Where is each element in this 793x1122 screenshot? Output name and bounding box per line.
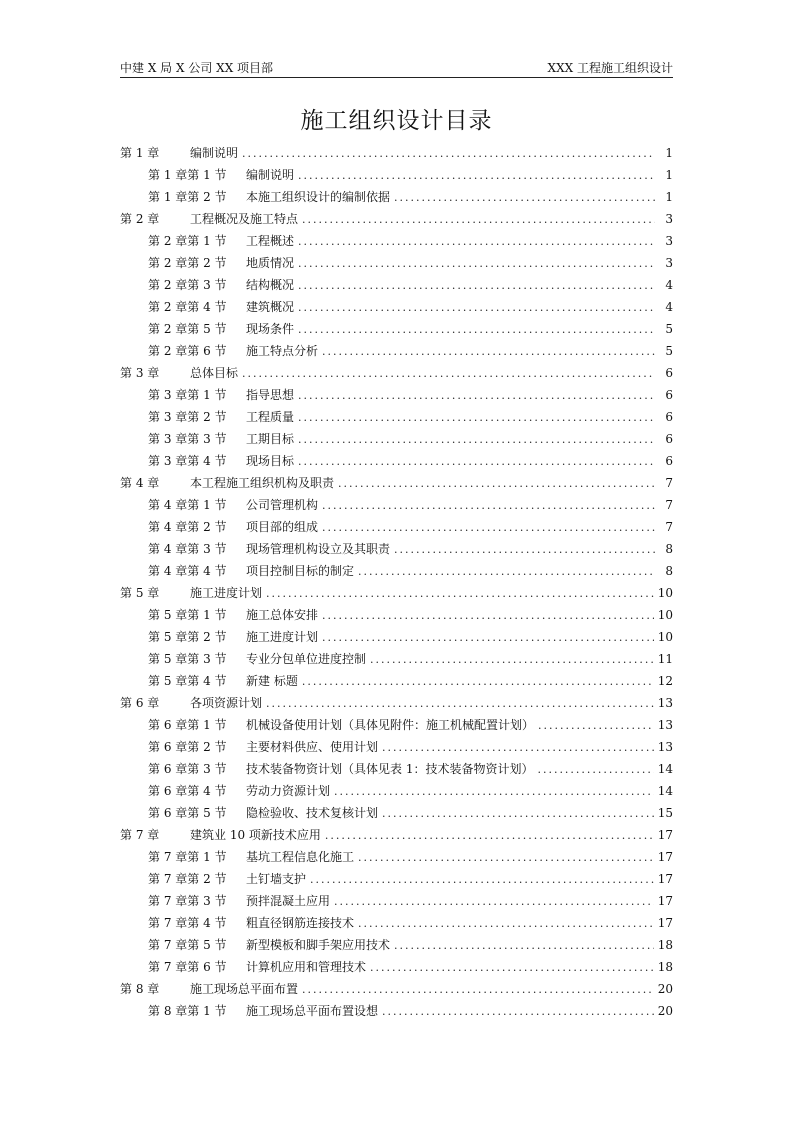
toc-dot-leader <box>382 803 654 825</box>
table-of-contents <box>120 142 673 1022</box>
toc-entry-number: 第 2 章第 2 节 <box>148 256 227 270</box>
toc-page-number: 1 <box>665 168 673 182</box>
toc-entry-title: 编制说明 <box>190 146 239 160</box>
toc-page-number: 1 <box>665 146 673 160</box>
toc-section-entry[interactable] <box>120 758 673 780</box>
toc-entry-title: 建筑概况 <box>246 300 295 314</box>
toc-entry-title: 新建 标题 <box>246 674 298 688</box>
toc-dot-leader <box>302 671 654 693</box>
toc-entry-number: 第 8 章 <box>120 982 160 996</box>
toc-page-number: 20 <box>657 982 673 996</box>
toc-dot-leader <box>242 143 655 165</box>
toc-dot-leader <box>338 473 655 495</box>
toc-section-entry[interactable] <box>120 890 673 912</box>
toc-page-number: 3 <box>665 234 673 248</box>
toc-entry-title: 技术装备物资计划（具体见表 1：技术装备物资计划） <box>246 762 534 776</box>
toc-entry-title: 施工现场总平面布置设想 <box>246 1004 379 1018</box>
toc-page-number: 11 <box>657 652 673 666</box>
toc-section-entry[interactable] <box>120 626 673 648</box>
toc-section-entry[interactable] <box>120 406 673 428</box>
toc-entry-title: 计算机应用和管理技术 <box>246 960 367 974</box>
toc-page-number: 8 <box>665 542 673 556</box>
toc-dot-leader <box>310 869 654 891</box>
toc-dot-leader <box>370 957 654 979</box>
toc-entry-number: 第 7 章第 2 节 <box>148 872 227 886</box>
toc-entry-title: 建筑业 10 项新技术应用 <box>190 828 321 842</box>
toc-page-number: 14 <box>657 784 673 798</box>
toc-dot-leader <box>242 363 655 385</box>
toc-entry-title: 施工进度计划 <box>190 586 263 600</box>
toc-dot-leader <box>302 979 654 1001</box>
toc-entry-number: 第 3 章第 4 节 <box>148 454 227 468</box>
toc-chapter-entry[interactable] <box>120 472 673 494</box>
toc-dot-leader <box>325 825 654 847</box>
toc-entry-number: 第 5 章第 4 节 <box>148 674 227 688</box>
toc-entry-number: 第 2 章第 4 节 <box>148 300 227 314</box>
toc-dot-leader <box>537 759 653 781</box>
toc-section-entry[interactable] <box>120 604 673 626</box>
toc-page-number: 3 <box>665 212 673 226</box>
toc-page-number: 6 <box>665 410 673 424</box>
toc-entry-number: 第 4 章 <box>120 476 160 490</box>
toc-entry-number: 第 7 章第 4 节 <box>148 916 227 930</box>
toc-chapter-entry[interactable] <box>120 142 673 164</box>
toc-section-entry[interactable] <box>120 384 673 406</box>
toc-entry-title: 工程概况及施工特点 <box>190 212 299 226</box>
toc-page-number: 17 <box>657 872 673 886</box>
toc-dot-leader <box>298 319 655 341</box>
toc-entry-title: 项目部的组成 <box>246 520 319 534</box>
toc-entry-number: 第 5 章第 2 节 <box>148 630 227 644</box>
toc-page-number: 13 <box>657 718 673 732</box>
toc-chapter-entry[interactable] <box>120 208 673 230</box>
page-title: 施工组织设计目录 <box>300 108 493 134</box>
toc-entry-title: 本施工组织设计的编制依据 <box>246 190 391 204</box>
toc-dot-leader <box>322 517 655 539</box>
toc-entry-title: 各项资源计划 <box>190 696 263 710</box>
toc-entry-title: 工程概述 <box>246 234 295 248</box>
toc-page-number: 4 <box>665 278 673 292</box>
toc-section-entry[interactable] <box>120 714 673 736</box>
toc-entry-number: 第 6 章第 4 节 <box>148 784 227 798</box>
toc-entry-number: 第 4 章第 3 节 <box>148 542 227 556</box>
toc-section-entry[interactable] <box>120 736 673 758</box>
toc-chapter-entry[interactable] <box>120 978 673 1000</box>
toc-section-entry[interactable] <box>120 670 673 692</box>
toc-entry-title: 劳动力资源计划 <box>246 784 331 798</box>
header-left-text: 中建 X 局 X 公司 XX 项目部 <box>120 61 274 75</box>
toc-page-number: 6 <box>665 432 673 446</box>
toc-entry-number: 第 2 章第 6 节 <box>148 344 227 358</box>
toc-page-number: 6 <box>665 388 673 402</box>
toc-section-entry[interactable] <box>120 428 673 450</box>
toc-section-entry[interactable] <box>120 780 673 802</box>
toc-entry-number: 第 7 章 <box>120 828 160 842</box>
toc-dot-leader <box>334 891 654 913</box>
toc-dot-leader <box>358 847 654 869</box>
toc-entry-number: 第 6 章第 5 节 <box>148 806 227 820</box>
toc-chapter-entry[interactable] <box>120 824 673 846</box>
toc-section-entry[interactable] <box>120 912 673 934</box>
toc-dot-leader <box>298 165 655 187</box>
header-right-text: XXX 工程施工组织设计 <box>547 61 673 75</box>
toc-page-number: 3 <box>665 256 673 270</box>
toc-page-number: 6 <box>665 454 673 468</box>
toc-dot-leader <box>298 407 655 429</box>
toc-entry-number: 第 7 章第 1 节 <box>148 850 227 864</box>
toc-page-number: 13 <box>657 740 673 754</box>
toc-entry-title: 现场目标 <box>246 454 295 468</box>
toc-dot-leader <box>322 627 654 649</box>
toc-page-number: 5 <box>665 322 673 336</box>
toc-page-number: 7 <box>665 498 673 512</box>
toc-page-number: 17 <box>657 916 673 930</box>
toc-section-entry[interactable] <box>120 494 673 516</box>
toc-entry-title: 土钉墙支护 <box>246 872 307 886</box>
toc-entry-number: 第 4 章第 4 节 <box>148 564 227 578</box>
toc-entry-title: 公司管理机构 <box>246 498 319 512</box>
toc-dot-leader <box>266 583 654 605</box>
toc-entry-number: 第 2 章第 3 节 <box>148 278 227 292</box>
toc-dot-leader <box>298 451 655 473</box>
toc-page-number: 20 <box>657 1004 673 1018</box>
toc-entry-number: 第 8 章第 1 节 <box>148 1004 227 1018</box>
toc-page-number: 6 <box>665 366 673 380</box>
toc-entry-title: 施工进度计划 <box>246 630 319 644</box>
toc-entry-number: 第 6 章第 2 节 <box>148 740 227 754</box>
toc-dot-leader <box>382 737 654 759</box>
toc-entry-number: 第 2 章第 5 节 <box>148 322 227 336</box>
toc-entry-title: 施工特点分析 <box>246 344 319 358</box>
toc-page-number: 10 <box>657 630 673 644</box>
toc-dot-leader <box>538 715 654 737</box>
toc-section-entry[interactable] <box>120 538 673 560</box>
toc-entry-title: 粗直径钢筋连接技术 <box>246 916 355 930</box>
toc-chapter-entry[interactable] <box>120 582 673 604</box>
toc-section-entry[interactable] <box>120 1000 673 1022</box>
toc-dot-leader <box>298 275 655 297</box>
toc-entry-title: 基坑工程信息化施工 <box>246 850 355 864</box>
toc-section-entry[interactable] <box>120 450 673 472</box>
toc-entry-number: 第 5 章第 3 节 <box>148 652 227 666</box>
toc-entry-number: 第 3 章第 2 节 <box>148 410 227 424</box>
toc-section-entry[interactable] <box>120 516 673 538</box>
toc-section-entry[interactable] <box>120 802 673 824</box>
toc-entry-title: 主要材料供应、使用计划 <box>246 740 379 754</box>
toc-entry-number: 第 1 章第 2 节 <box>148 190 227 204</box>
toc-section-entry[interactable] <box>120 164 673 186</box>
toc-entry-title: 现场管理机构设立及其职责 <box>246 542 391 556</box>
toc-entry-title: 地质情况 <box>246 256 295 270</box>
toc-page-number: 17 <box>657 894 673 908</box>
toc-dot-leader <box>394 539 655 561</box>
toc-dot-leader <box>322 605 654 627</box>
toc-section-entry[interactable] <box>120 230 673 252</box>
toc-section-entry[interactable] <box>120 318 673 340</box>
toc-dot-leader <box>394 935 654 957</box>
toc-entry-number: 第 7 章第 6 节 <box>148 960 227 974</box>
toc-dot-leader <box>298 297 655 319</box>
toc-page-number: 10 <box>657 608 673 622</box>
toc-entry-number: 第 6 章第 1 节 <box>148 718 227 732</box>
toc-entry-title: 专业分包单位进度控制 <box>246 652 367 666</box>
toc-page-number: 18 <box>657 960 673 974</box>
toc-entry-title: 施工现场总平面布置 <box>190 982 299 996</box>
toc-entry-number: 第 2 章 <box>120 212 160 226</box>
toc-entry-number: 第 6 章第 3 节 <box>148 762 227 776</box>
toc-page-number: 15 <box>657 806 673 820</box>
toc-entry-title: 工程质量 <box>246 410 295 424</box>
toc-entry-title: 预拌混凝土应用 <box>246 894 331 908</box>
toc-page-number: 12 <box>657 674 673 688</box>
toc-dot-leader <box>298 385 655 407</box>
toc-entry-number: 第 3 章 <box>120 366 160 380</box>
toc-entry-title: 总体目标 <box>190 366 239 380</box>
toc-section-entry[interactable] <box>120 340 673 362</box>
toc-page-number: 7 <box>665 520 673 534</box>
toc-dot-leader <box>370 649 654 671</box>
toc-entry-number: 第 7 章第 5 节 <box>148 938 227 952</box>
toc-dot-leader <box>298 253 655 275</box>
toc-dot-leader <box>382 1001 654 1023</box>
toc-section-entry[interactable] <box>120 252 673 274</box>
toc-page-number: 17 <box>657 850 673 864</box>
toc-entry-number: 第 2 章第 1 节 <box>148 234 227 248</box>
toc-entry-title: 现场条件 <box>246 322 295 336</box>
toc-entry-number: 第 7 章第 3 节 <box>148 894 227 908</box>
toc-dot-leader <box>298 231 655 253</box>
toc-section-entry[interactable] <box>120 296 673 318</box>
toc-entry-number: 第 1 章 <box>120 146 160 160</box>
toc-dot-leader <box>322 341 655 363</box>
toc-chapter-entry[interactable] <box>120 692 673 714</box>
page-header <box>120 57 673 78</box>
toc-page-number: 7 <box>665 476 673 490</box>
toc-page-number: 13 <box>657 696 673 710</box>
toc-section-entry[interactable] <box>120 846 673 868</box>
toc-page-number: 1 <box>665 190 673 204</box>
toc-entry-title: 新型模板和脚手架应用技术 <box>246 938 391 952</box>
toc-section-entry[interactable] <box>120 560 673 582</box>
toc-entry-number: 第 4 章第 2 节 <box>148 520 227 534</box>
toc-page-number: 14 <box>657 762 673 776</box>
toc-dot-leader <box>358 561 655 583</box>
toc-page-number: 10 <box>657 586 673 600</box>
toc-entry-number: 第 1 章第 1 节 <box>148 168 227 182</box>
toc-entry-title: 机械设备使用计划（具体见附件：施工机械配置计划） <box>246 718 535 732</box>
toc-dot-leader <box>298 429 655 451</box>
toc-section-entry[interactable] <box>120 186 673 208</box>
toc-entry-title: 施工总体安排 <box>246 608 319 622</box>
toc-entry-title: 工期目标 <box>246 432 295 446</box>
toc-entry-title: 指导思想 <box>246 388 295 402</box>
toc-dot-leader <box>394 187 655 209</box>
toc-page-number: 8 <box>665 564 673 578</box>
toc-entry-number: 第 5 章第 1 节 <box>148 608 227 622</box>
toc-entry-number: 第 5 章 <box>120 586 160 600</box>
toc-dot-leader <box>334 781 654 803</box>
toc-chapter-entry[interactable] <box>120 362 673 384</box>
toc-entry-title: 项目控制目标的制定 <box>246 564 355 578</box>
toc-dot-leader <box>358 913 654 935</box>
toc-entry-title: 结构概况 <box>246 278 295 292</box>
toc-dot-leader <box>266 693 654 715</box>
toc-entry-title: 编制说明 <box>246 168 295 182</box>
toc-dot-leader <box>302 209 655 231</box>
toc-dot-leader <box>322 495 655 517</box>
toc-entry-title: 本工程施工组织机构及职责 <box>190 476 335 490</box>
toc-section-entry[interactable] <box>120 868 673 890</box>
toc-entry-number: 第 3 章第 1 节 <box>148 388 227 402</box>
toc-entry-title: 隐检验收、技术复核计划 <box>246 806 379 820</box>
toc-page-number: 4 <box>665 300 673 314</box>
toc-section-entry[interactable] <box>120 274 673 296</box>
toc-section-entry[interactable] <box>120 956 673 978</box>
toc-page-number: 5 <box>665 344 673 358</box>
toc-section-entry[interactable] <box>120 934 673 956</box>
toc-section-entry[interactable] <box>120 648 673 670</box>
toc-page-number: 18 <box>657 938 673 952</box>
toc-entry-number: 第 4 章第 1 节 <box>148 498 227 512</box>
toc-entry-number: 第 6 章 <box>120 696 160 710</box>
toc-entry-number: 第 3 章第 3 节 <box>148 432 227 446</box>
toc-page-number: 17 <box>657 828 673 842</box>
